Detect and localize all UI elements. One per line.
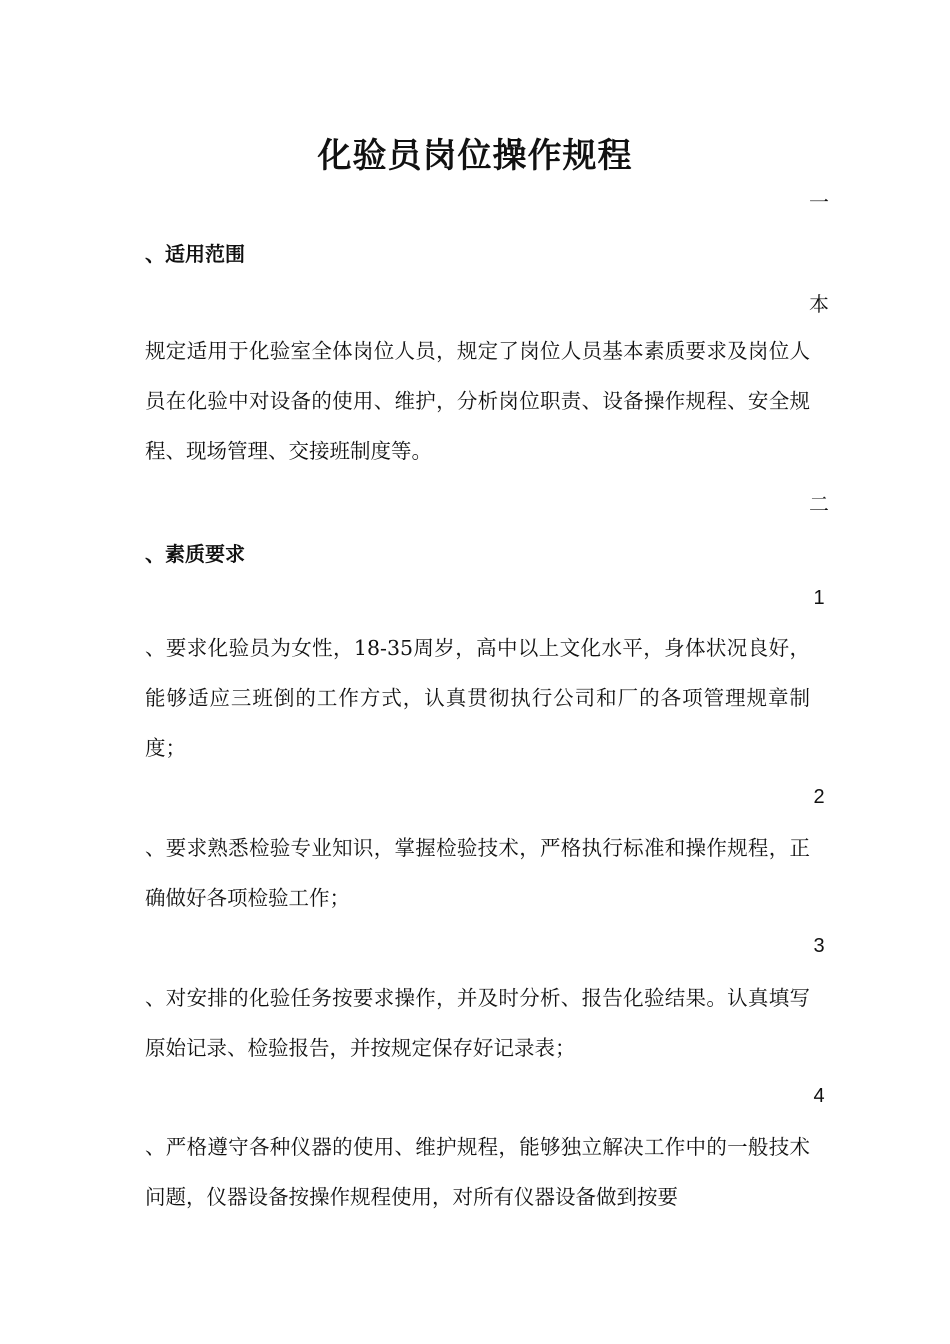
section-heading: 、适用范围 [145, 242, 245, 266]
paragraph-text: 、严格遵守各种仪器的使用、维护规程，能够独立解决工作中的一般技术问题，仪器设备按操作规程使用，对所有仪器设备做到按要 [145, 1135, 810, 1209]
paragraph-number-marker: 4 [813, 1085, 825, 1107]
paragraph-lead-marker: 本 [809, 292, 829, 316]
section-number-marker: 一 [809, 190, 829, 214]
paragraph-text: 、要求熟悉检验专业知识，掌握检验技术，严格执行标准和操作规程，正确做好各项检验工作； [145, 836, 810, 910]
paragraph-text: 、对安排的化验任务按要求操作，并及时分析、报告化验结果。认真填写原始记录、检验报告，并按规定保存好记录表； [145, 986, 810, 1060]
paragraph-text: 、要求化验员为女性，18-35周岁，高中以上文化水平，身体状况良好，能够适应三班倒的工作方式，认真贯彻执行公司和厂的各项管理规章制度； [145, 636, 810, 760]
section-heading: 、素质要求 [145, 542, 245, 566]
paragraph-number-marker: 2 [813, 786, 825, 808]
paragraph-number-marker: 1 [813, 587, 825, 609]
paragraph-text: 规定适用于化验室全体岗位人员，规定了岗位人员基本素质要求及岗位人员在化验中对设备的使用、维护，分析岗位职责、设备操作规程、安全规程、现场管理、交接班制度等。 [145, 339, 810, 463]
section-number-marker: 二 [809, 492, 829, 516]
paragraph-number-marker: 3 [813, 935, 825, 957]
document-title: 化验员岗位操作规程 [317, 136, 633, 176]
